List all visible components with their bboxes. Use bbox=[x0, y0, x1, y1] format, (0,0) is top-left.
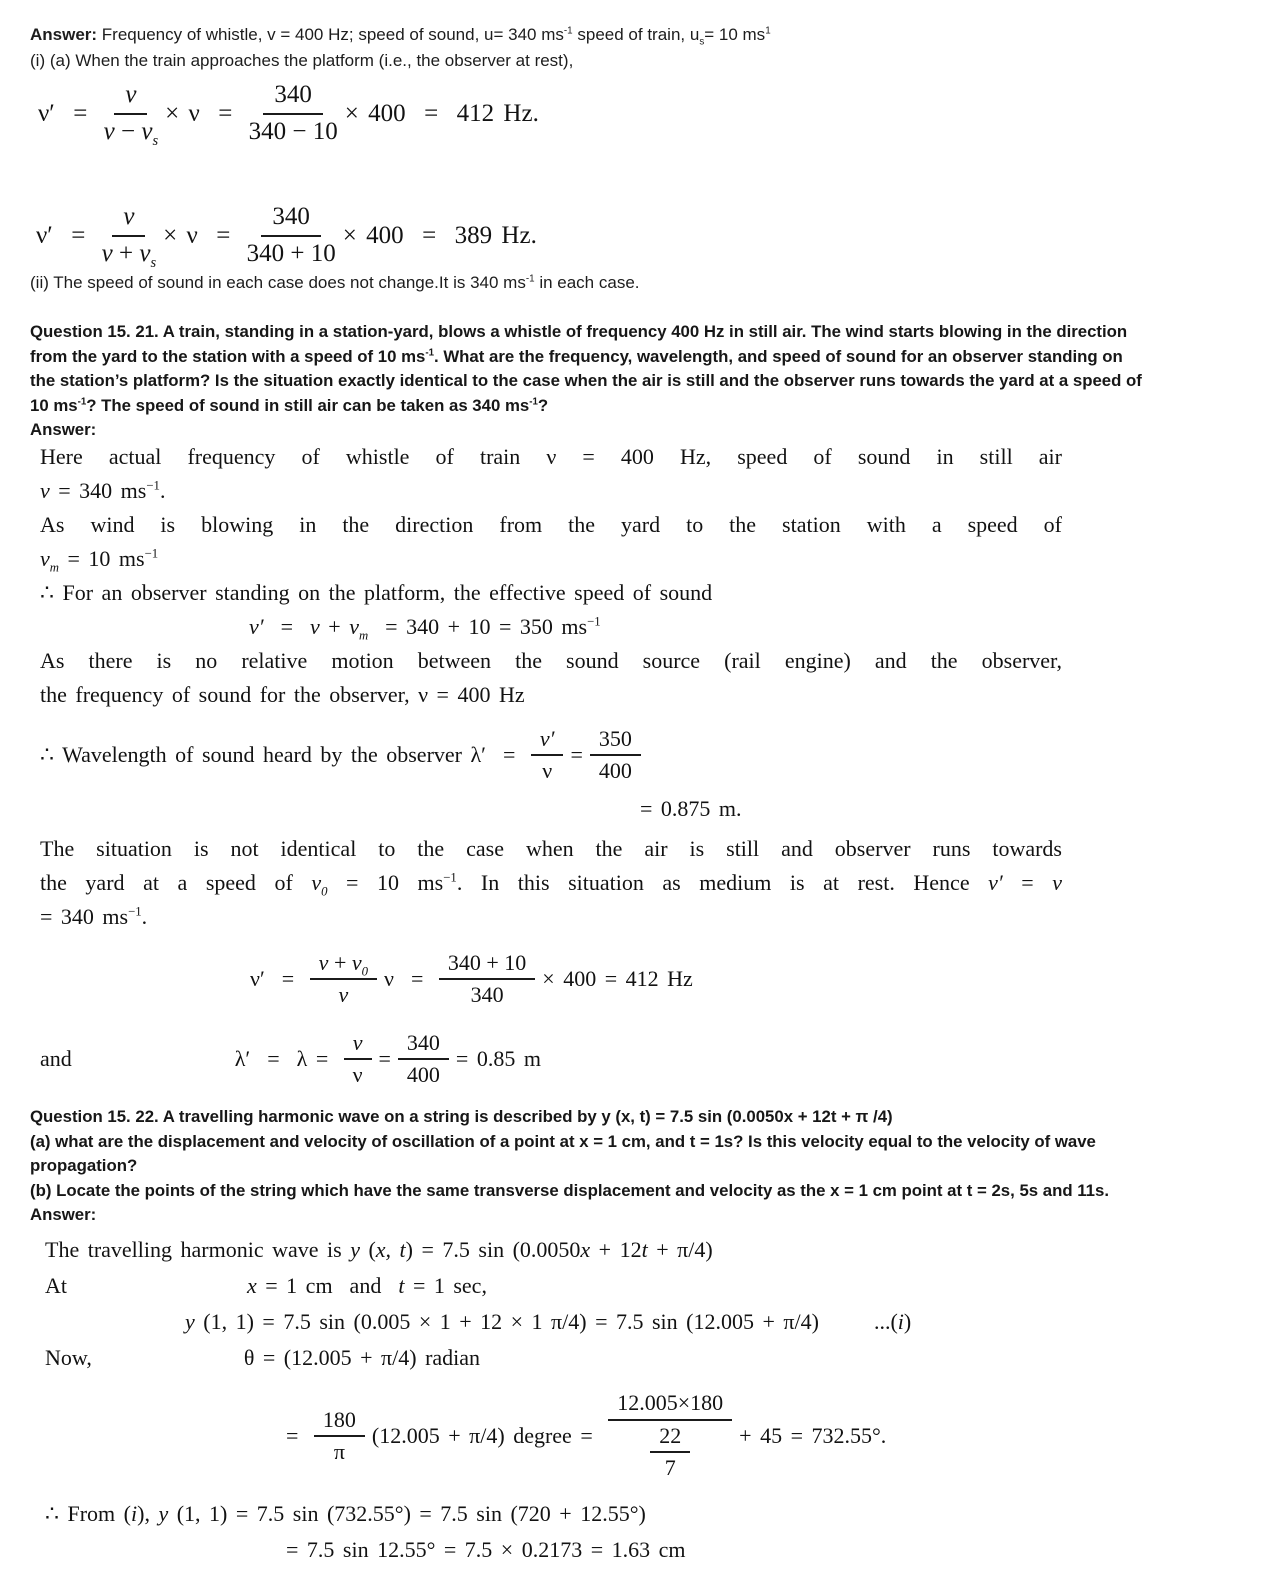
a21-frequency-formula-2 bbox=[250, 942, 1062, 1016]
answer-15-22 bbox=[40, 1232, 1062, 1568]
part-ii-line: (ii) The speed of sound in each case does not change.It is 340 $ms^{-1}$ in each case. bbox=[30, 273, 640, 292]
a21-f4-lhs: ν′ = bbox=[250, 966, 303, 991]
a21-p2-line2: $v_m = 10$ $ms^{-1}$ bbox=[40, 546, 159, 575]
intro-line-1: Answer: Frequency of whistle, v = 400 Hz; speed of sound, u= 340 $ms^{-1}$ speed of train, $u_s= 10$ $ms^1$ bbox=[30, 25, 771, 48]
formula-train-approaching bbox=[38, 80, 539, 147]
formula1-result: × 400 = 412 Hz. bbox=[344, 99, 539, 127]
a21-wavelength-eq: = bbox=[570, 742, 583, 767]
intro-line-2: (i) (a) When the train approaches the platform (i.e., the observer at rest), bbox=[30, 51, 574, 70]
question-22-line-3: propagation? bbox=[30, 1156, 138, 1176]
a21-f5-eq: = bbox=[378, 1046, 391, 1071]
question-21-line-2: from the yard to the station with a speed of 10 $ms^{-1}$. What are the frequency, wavelength, and speed of sound for an observer standing on bbox=[30, 346, 1123, 366]
a22-at-values: x = 1 cm and t = 1 sec, bbox=[247, 1273, 487, 1298]
a21-p4-line2: the frequency of sound for the observer, ν = 400 Hz bbox=[40, 682, 525, 707]
a21-f5-lhs: λ′ = λ = bbox=[234, 1046, 337, 1071]
a21-and-label: and bbox=[40, 1046, 72, 1071]
answer-15-21 bbox=[40, 440, 1062, 1096]
a21-p1-line1: Here actual frequency of whistle of train ν = 400 Hz, speed of sound in still air bbox=[40, 444, 1062, 469]
a22-theta-radian: θ = (12.005 + π/4) radian bbox=[243, 1345, 481, 1370]
question-21-line-4: 10 $ms^{-1}$? The speed of sound in still air can be taken as 340 $ms^{-1}$? bbox=[30, 395, 549, 415]
fraction-350-over-400: $\frac{350}{400}$ bbox=[590, 726, 641, 785]
question-21-line-3: the station’s platform? Is the situation exactly identical to the case when the air is still and the observer runs towards the yard at a speed of bbox=[30, 371, 1142, 391]
a21-p6-line2: the yard at a speed of $v_0 = 10$ $ms^{-1}$. In this situation as medium is at rest. Hence v′ = v bbox=[40, 870, 1062, 899]
a21-f5-expression bbox=[235, 1030, 541, 1089]
answer-label-22: Answer: bbox=[30, 1205, 97, 1225]
question-21-line-1: Question 15. 21. A train, standing in a station-yard, blows a whistle of frequency 400 Hz in still air. The wind starts blowing in the direction bbox=[30, 322, 1128, 341]
formula1-mid: × ν = bbox=[165, 99, 242, 127]
question-22-line-2: (a) what are the displacement and velocity of oscillation of a point at x = 1 cm, and t = 1s? Is this velocity equal to the velocity of wave bbox=[30, 1131, 1096, 1151]
intro-block bbox=[30, 22, 771, 74]
formula1-lhs: ν′ = bbox=[38, 99, 97, 127]
a21-p6-line3: = 340 $ms^{-1}$. bbox=[40, 904, 148, 929]
a22-equation-ref: ...(i) bbox=[873, 1309, 912, 1334]
fraction-22-over-7: $\frac{22}{7}$ bbox=[650, 1423, 690, 1482]
question-15-21 bbox=[30, 320, 1142, 443]
nested-fraction-22-over-7 bbox=[650, 1421, 690, 1482]
a22-at-label: At bbox=[45, 1273, 67, 1298]
a22-line-2 bbox=[40, 1268, 1062, 1304]
a21-f4-mid: ν = bbox=[384, 966, 432, 991]
a22-now-label: Now, bbox=[45, 1345, 92, 1370]
question-15-22 bbox=[30, 1105, 1109, 1228]
a22-line-6: = 7.5 sin 12.55° = 7.5 × 0.2173 = 1.63 cm bbox=[286, 1537, 686, 1562]
a21-p2-line1: As wind is blowing in the direction from the yard to the station with a speed of bbox=[40, 512, 1062, 537]
a22-f6-mid: (12.005 + π/4) degree = bbox=[371, 1423, 602, 1448]
a22-f6-result: + 45 = 732.55°. bbox=[739, 1423, 887, 1448]
fraction-v-over-v-plus-vs: $\frac{v}{v + v_s}$ bbox=[101, 203, 157, 271]
a22-y11-expression: y (1, 1) = 7.5 sin (0.005 × 1 + 12 × 1 π/4) = 7.5 sin (12.005 + π/4) bbox=[185, 1309, 819, 1334]
a21-wavelength-formula bbox=[40, 718, 1062, 792]
a21-p3: ∴ For an observer standing on the platform, the effective speed of sound bbox=[40, 580, 713, 605]
a21-wavelength-pre: ∴ Wavelength of sound heard by the observer λ′ = bbox=[40, 742, 524, 767]
a21-wavelength-result: = 0.875 m. bbox=[640, 796, 742, 821]
formula2-lhs: ν′ = bbox=[36, 221, 95, 249]
fraction-340-over-400: $\frac{340}{400}$ bbox=[398, 1030, 449, 1089]
a22-line-3 bbox=[40, 1304, 1062, 1340]
a21-f5-result: = 0.85 m bbox=[455, 1046, 541, 1071]
fraction-vprime-over-nu: $\frac{v'}{\nu}$ bbox=[531, 726, 564, 785]
a21-p6-line1: The situation is not identical to the case when the air is still and observer runs towards bbox=[40, 836, 1062, 861]
question-22-line-1: Question 15. 22. A travelling harmonic wave on a string is described by y (x, t) = 7.5 sin (0.0050x + 12t + π /4) bbox=[30, 1107, 893, 1126]
fraction-v-over-v-minus-vs: $\frac{v}{v - v_s}$ bbox=[103, 81, 159, 149]
fraction-v-plus-v0-over-v: $\frac{v + v_0}{v}$ bbox=[310, 950, 377, 1009]
a21-p4-line1: As there is no relative motion between the sound source (rail engine) and the observer, bbox=[40, 648, 1062, 673]
formula2-result: × 400 = 389 Hz. bbox=[342, 221, 537, 249]
fraction-180-over-pi: $\frac{180}{\pi}$ bbox=[314, 1407, 365, 1466]
a21-p1-line2: v = 340 $ms^{-1}$. bbox=[40, 478, 166, 503]
formula2-mid: × ν = bbox=[163, 221, 240, 249]
question-22-line-4: (b) Locate the points of the string which have the same transverse displacement and velocity as the x = 1 cm point at t = 2s, 5s and 11s. bbox=[30, 1180, 1109, 1200]
a21-f4-result: × 400 = 412 Hz bbox=[542, 966, 693, 991]
a22-f6-eq: = bbox=[286, 1423, 307, 1448]
answer-label-21: Answer: bbox=[30, 420, 97, 440]
fraction-350-over-340: $\frac{340 + 10}{340}$ bbox=[439, 950, 535, 1009]
a22-line-5: ∴ From (i), y (1, 1) = 7.5 sin (732.55°) = 7.5 sin (720 + 12.55°) bbox=[45, 1501, 646, 1526]
a22-degree-conversion-formula bbox=[286, 1380, 1062, 1492]
a22-line-4 bbox=[40, 1340, 1062, 1376]
a22-line-1: The travelling harmonic wave is y (x, t) = 7.5 sin (0.0050x + 12t + π/4) bbox=[45, 1237, 713, 1262]
a21-wavelength-formula-2 bbox=[40, 1022, 1062, 1096]
fraction-340-over-330: $\frac{340}{340 - 10}$ bbox=[248, 81, 338, 145]
fraction-12005x180-over-22-7: $\frac{12.005\times 180}{\frac{22}{7}}$ bbox=[608, 1390, 732, 1481]
formula-train-receding bbox=[36, 202, 537, 269]
a21-effective-speed-formula: $v' = v + v_m = 340 + 10 = 350$ $ms^{-1}$ bbox=[249, 614, 601, 643]
fraction-v-over-nu: $\frac{v}{\nu}$ bbox=[344, 1030, 372, 1089]
fraction-340-over-350: $\frac{340}{340 + 10}$ bbox=[246, 203, 336, 267]
